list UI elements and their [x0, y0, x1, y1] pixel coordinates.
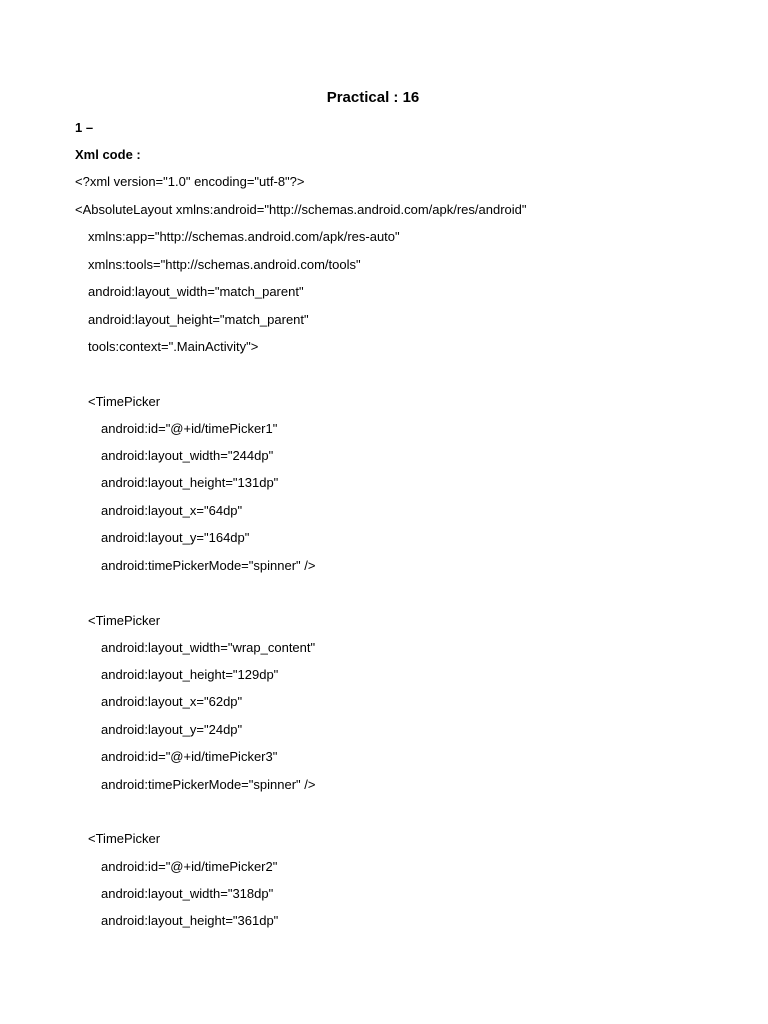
code-line: android:layout_x="64dp"	[101, 503, 243, 518]
code-line: tools:context=".MainActivity">	[88, 339, 259, 354]
code-line: android:layout_x="62dp"	[101, 694, 243, 709]
code-line: android:layout_height="131dp"	[101, 475, 279, 490]
code-line: android:layout_width="wrap_content"	[101, 640, 316, 655]
code-line: android:id="@+id/timePicker2"	[101, 859, 278, 874]
code-line: android:layout_height="129dp"	[101, 667, 279, 682]
code-line: <AbsoluteLayout xmlns:android="http://schemas.android.com/apk/res/android"	[75, 202, 527, 217]
section-label: Xml code :	[75, 147, 141, 162]
code-line: android:layout_height="match_parent"	[88, 312, 309, 327]
code-line: <TimePicker	[88, 831, 161, 846]
code-line: android:layout_y="164dp"	[101, 530, 250, 545]
question-number: 1 –	[75, 120, 94, 135]
code-line: android:timePickerMode="spinner" />	[101, 777, 316, 792]
code-line: <TimePicker	[88, 394, 161, 409]
code-line: android:layout_width="244dp"	[101, 448, 274, 463]
code-line: android:timePickerMode="spinner" />	[101, 558, 316, 573]
code-line: android:layout_width="match_parent"	[88, 284, 304, 299]
page-title: Practical : 16	[326, 89, 420, 106]
code-line: android:id="@+id/timePicker1"	[101, 421, 278, 436]
code-line: <?xml version="1.0" encoding="utf-8"?>	[75, 174, 305, 189]
code-line: xmlns:app="http://schemas.android.com/apk/res-auto"	[88, 229, 400, 244]
code-line: android:id="@+id/timePicker3"	[101, 749, 278, 764]
code-line: android:layout_y="24dp"	[101, 722, 243, 737]
code-line: xmlns:tools="http://schemas.android.com/tools"	[88, 257, 361, 272]
code-line: android:layout_width="318dp"	[101, 886, 274, 901]
code-line: <TimePicker	[88, 613, 161, 628]
code-line: android:layout_height="361dp"	[101, 913, 279, 928]
